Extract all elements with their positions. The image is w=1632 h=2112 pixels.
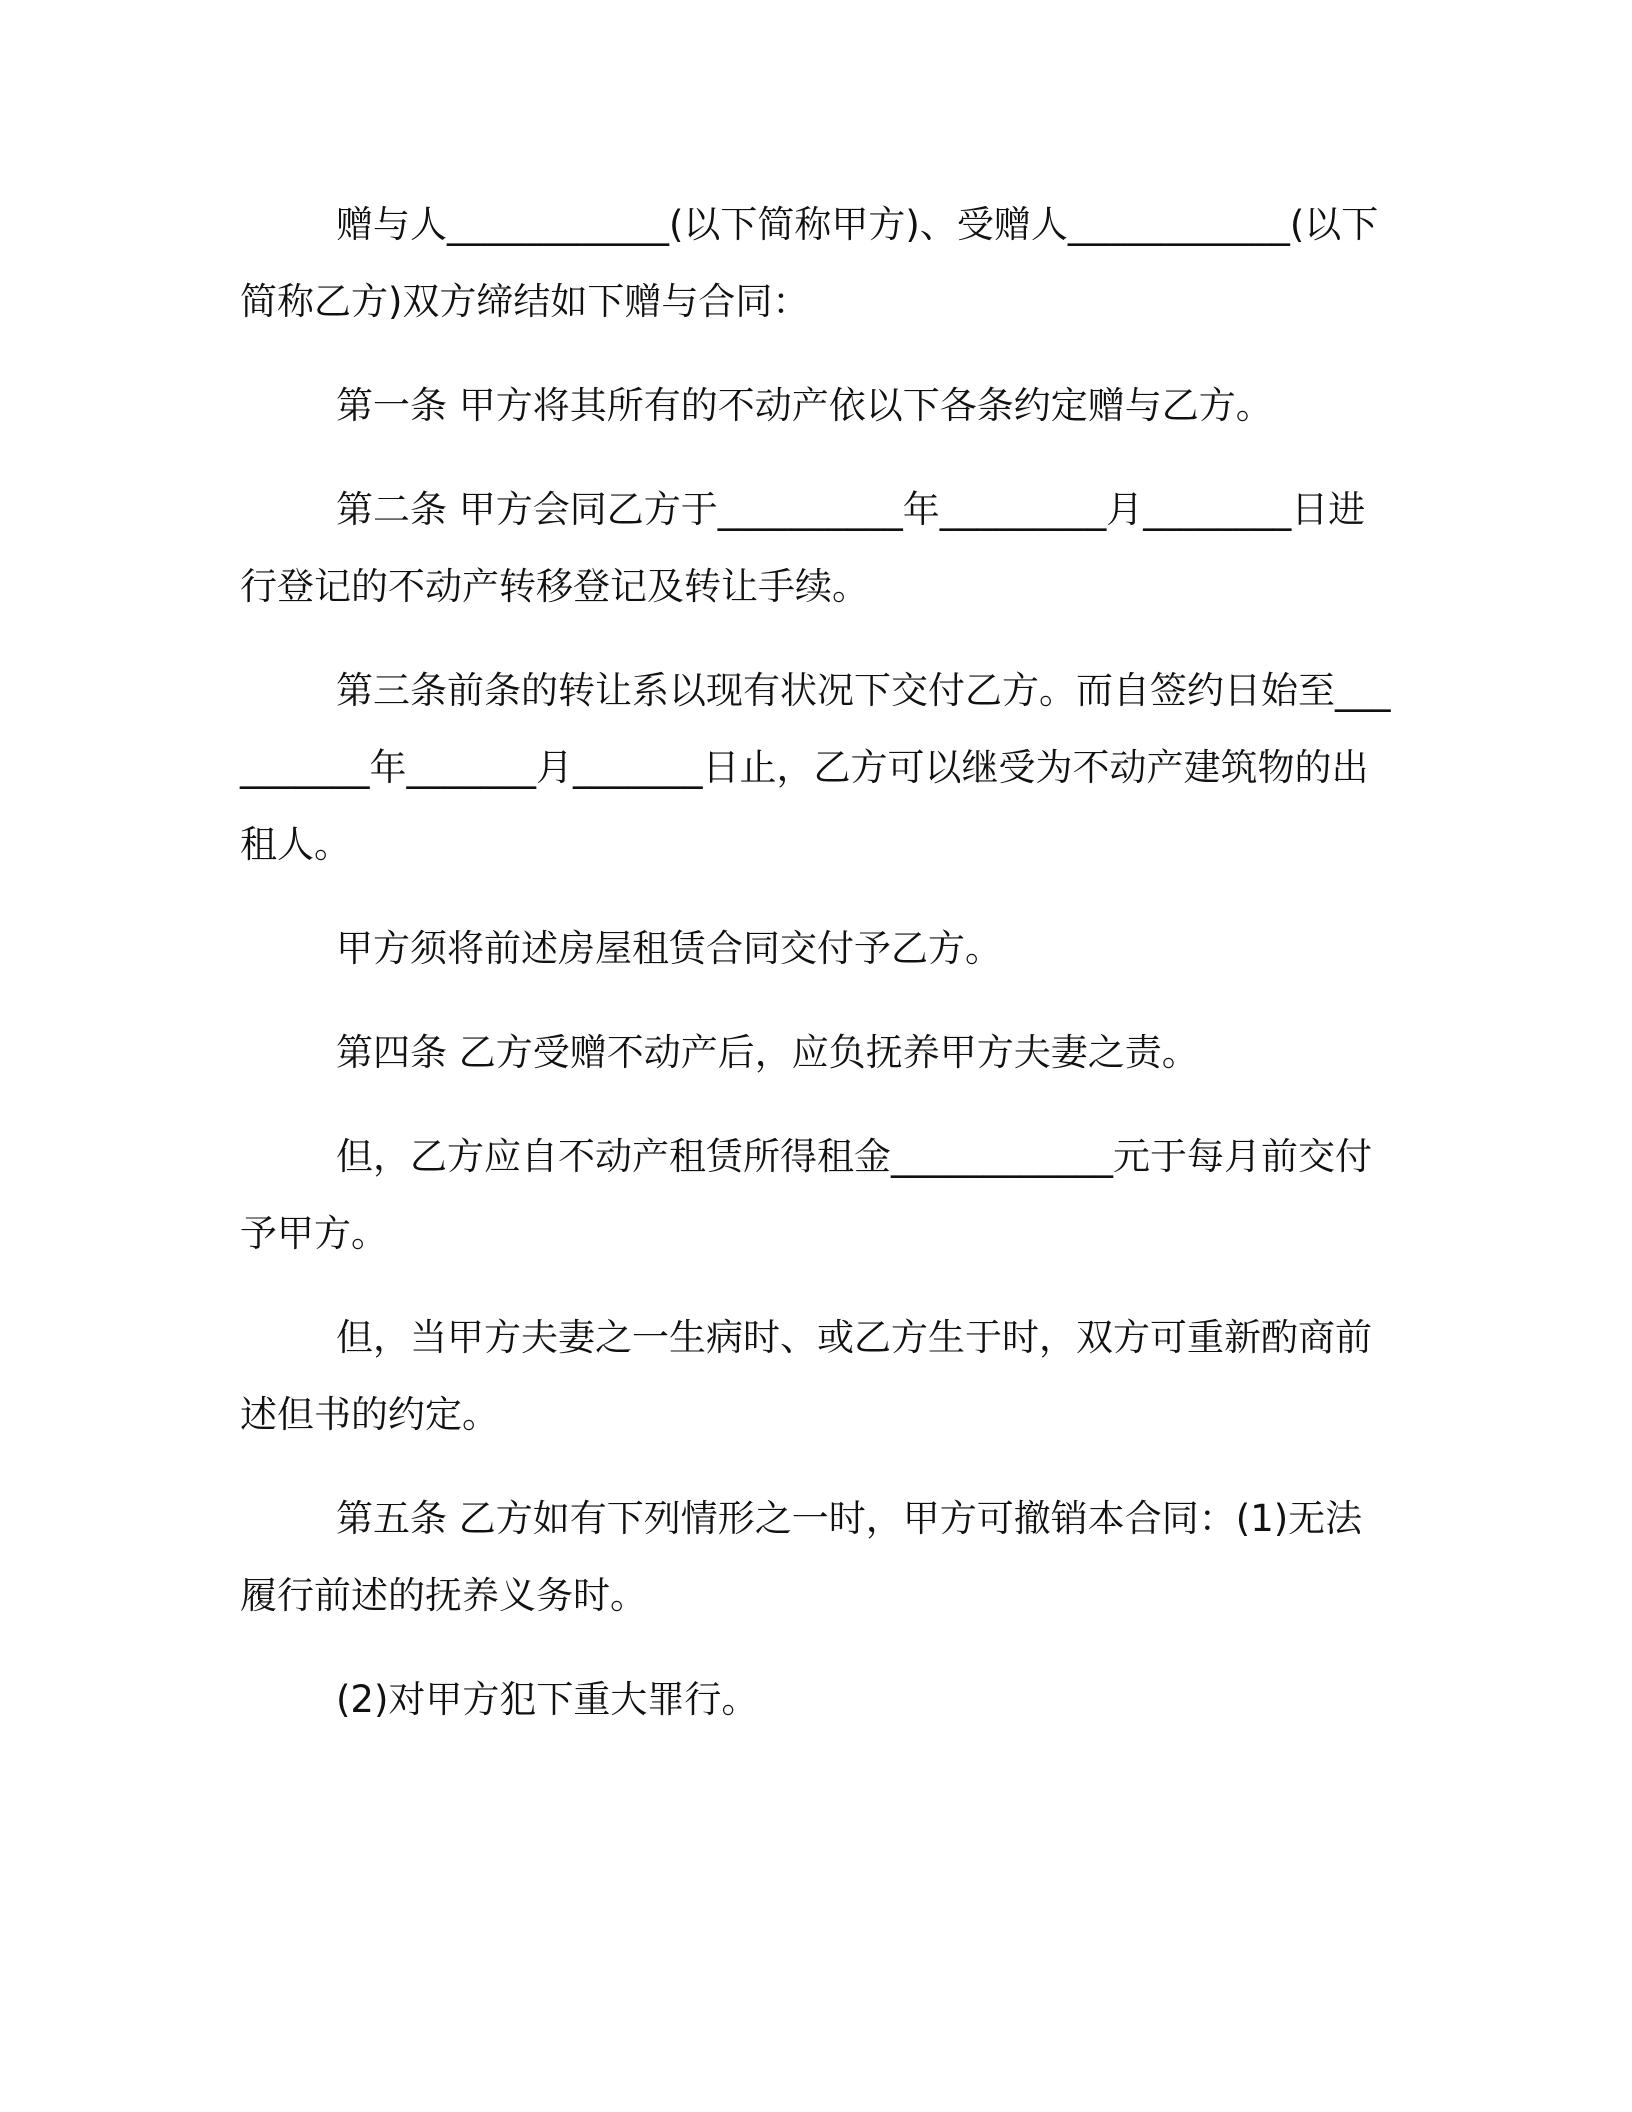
paragraph-renegotiation: 但，当甲方夫妻之一生病时、或乙方生于时，双方可重新酌商前述但书的约定。 (240, 1316, 1372, 1436)
paragraph-article-4: 第四条 乙方受赠不动产后，应负抚养甲方夫妻之责。 (336, 1031, 1199, 1074)
paragraph-clause-2: (2)对甲方犯下重大罪行。 (336, 1678, 759, 1721)
paragraph-article-3: 第三条前条的转让系以现有状况下交付乙方。而自签约日始至__________年_______月_______日止，乙方可以继受为不动产建筑物的出租人。 (240, 669, 1391, 866)
paragraph-lease-transfer: 甲方须将前述房屋租赁合同交付予乙方。 (336, 927, 1002, 970)
paragraph-article-2: 第二条 甲方会同乙方于__________年_________月________日进行登记的不动产转移登记及转让手续。 (240, 488, 1366, 608)
paragraph-rent-payment: 但，乙方应自不动产租赁所得租金____________元于每月前交付予甲方。 (240, 1135, 1372, 1255)
contract-body (240, 186, 1395, 1765)
paragraph-parties: 赠与人____________(以下简称甲方)、受赠人____________(以下简称乙方)双方缔结如下赠与合同： (240, 203, 1379, 323)
paragraph-article-5: 第五条 乙方如有下列情形之一时，甲方可撤销本合同：(1)无法履行前述的抚养义务时。 (240, 1497, 1363, 1617)
paragraph-article-1: 第一条 甲方将其所有的不动产依以下各条约定赠与乙方。 (336, 384, 1273, 427)
